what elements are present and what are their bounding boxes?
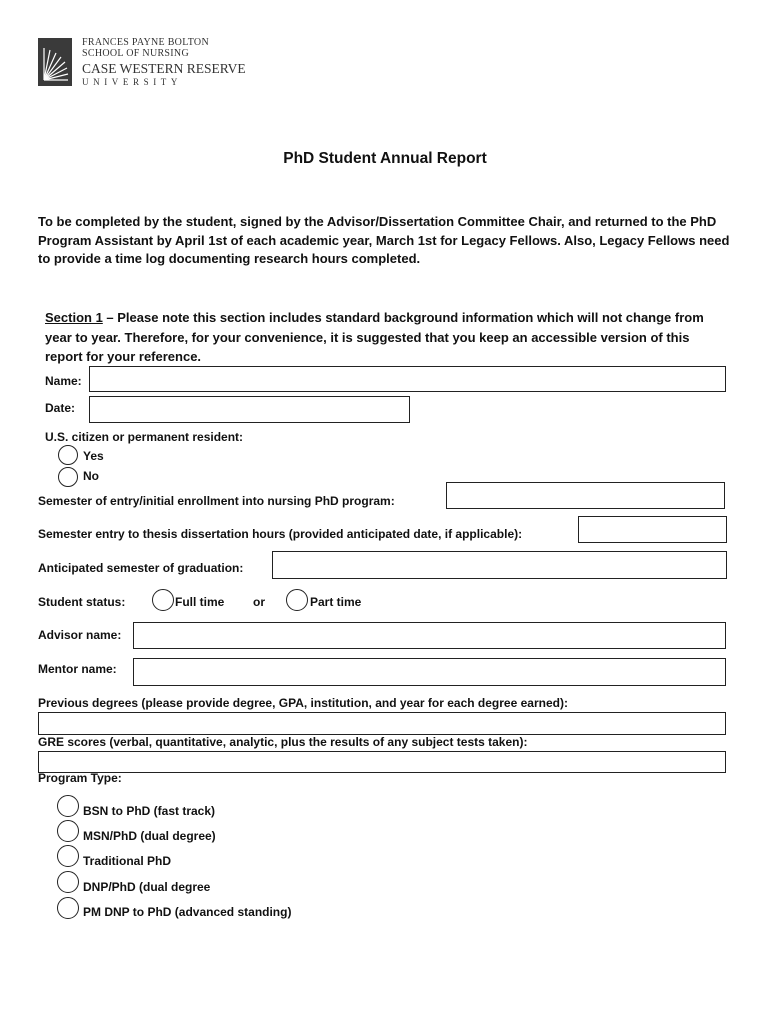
logo-line-2: SCHOOL OF NURSING: [82, 48, 189, 59]
sunburst-icon: [38, 38, 72, 86]
program-option-radio[interactable]: [57, 795, 79, 817]
semester-entry-label: Semester of entry/initial enrollment into nursing PhD program:: [38, 494, 395, 508]
program-option-radio[interactable]: [57, 845, 79, 867]
graduation-label: Anticipated semester of graduation:: [38, 561, 244, 575]
mentor-field[interactable]: [133, 658, 726, 686]
program-option-label: PM DNP to PhD (advanced standing): [83, 905, 292, 919]
program-option-radio[interactable]: [57, 820, 79, 842]
citizen-yes-radio[interactable]: [58, 445, 78, 465]
university-logo-mark: [38, 38, 72, 86]
degrees-label: Previous degrees (please provide degree, GPA, institution, and year for each degree earned):: [38, 696, 568, 710]
gre-label: GRE scores (verbal, quantitative, analytic, plus the results of any subject tests taken):: [38, 735, 528, 749]
section1-heading: Section 1: [45, 310, 103, 325]
name-field[interactable]: [89, 366, 726, 392]
citizen-no-label: No: [83, 469, 99, 483]
status-full-radio[interactable]: [152, 589, 174, 611]
intro-text: To be completed by the student, signed by the Advisor/Dissertation Committee Chair, and returned to the PhD Program Assistant by April 1st of each academic year, March 1st for Legacy Fellows. Also, Legacy Fellows need to provide a time log documenting research hours completed.: [38, 214, 730, 266]
status-part-radio[interactable]: [286, 589, 308, 611]
advisor-field[interactable]: [133, 622, 726, 649]
program-type-label: Program Type:: [38, 771, 122, 785]
graduation-field[interactable]: [272, 551, 727, 579]
degrees-field[interactable]: [38, 712, 726, 735]
program-option-label: MSN/PhD (dual degree): [83, 829, 216, 843]
page-title: PhD Student Annual Report: [283, 150, 487, 167]
thesis-entry-label: Semester entry to thesis dissertation hours (provided anticipated date, if applicable):: [38, 527, 523, 541]
status-part-label: Part time: [310, 595, 362, 609]
mentor-label: Mentor name:: [38, 662, 117, 676]
program-option-radio[interactable]: [57, 871, 79, 893]
logo-line-4: UNIVERSITY: [82, 77, 182, 87]
citizen-no-radio[interactable]: [58, 467, 78, 487]
program-option-radio[interactable]: [57, 897, 79, 919]
date-label: Date:: [45, 401, 76, 415]
advisor-label: Advisor name:: [38, 628, 122, 642]
status-full-label: Full time: [175, 595, 225, 609]
name-label: Name:: [45, 374, 82, 388]
program-option-label: BSN to PhD (fast track): [83, 804, 216, 818]
section1-note: [45, 308, 705, 367]
citizen-yes-label: Yes: [83, 449, 104, 463]
status-or-label: or: [253, 595, 265, 609]
program-option-label: DNP/PhD (dual degree: [83, 880, 211, 894]
program-option-label: Traditional PhD: [83, 854, 172, 868]
semester-entry-field[interactable]: [446, 482, 725, 509]
thesis-entry-field[interactable]: [578, 516, 727, 543]
section1-text: – Please note this section includes standard background information which will not change from year to year. Therefore, for your convenience, it is suggested that you keep an accessible version of this report for your reference.: [45, 310, 704, 364]
logo-line-1: FRANCES PAYNE BOLTON: [82, 37, 209, 48]
logo-line-3: CASE WESTERN RESERVE: [82, 61, 246, 76]
status-label: Student status:: [38, 595, 126, 609]
gre-field[interactable]: [38, 751, 726, 773]
citizen-label: U.S. citizen or permanent resident:: [45, 430, 244, 444]
date-field[interactable]: [89, 396, 410, 423]
